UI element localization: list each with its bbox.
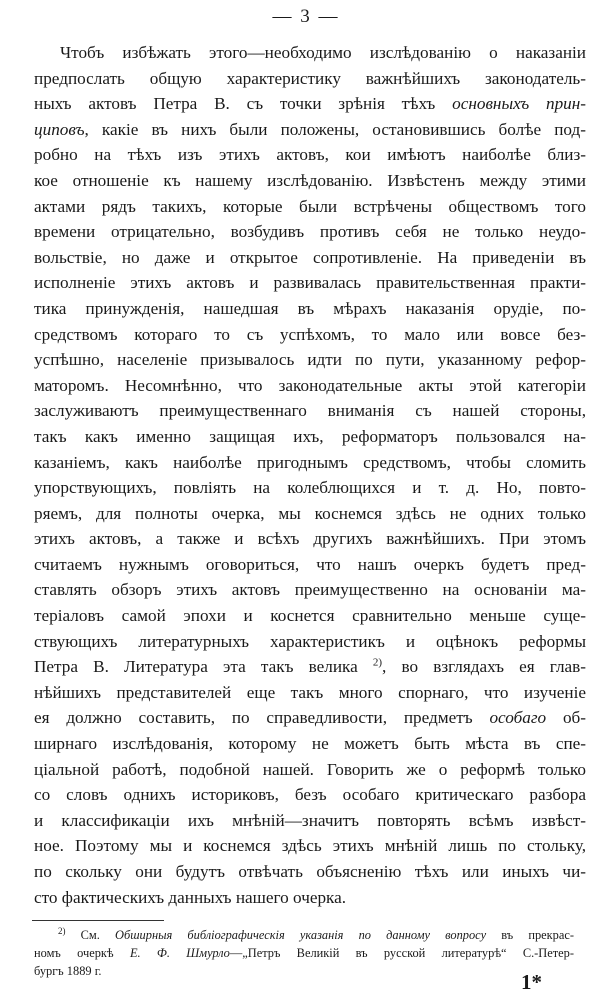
text-run: , во взглядахъ ея глав-	[382, 657, 586, 677]
text-line: Чтобъ избѣжать этого—необходимо изслѣдованію о наказаніи	[60, 43, 586, 62]
text-line: ширнаго изслѣдованія, которому не можетъ быть мѣста въ спе-	[34, 734, 586, 754]
text-line	[34, 654, 586, 680]
italic-emphasis: особаго	[489, 708, 547, 728]
text-line: времени отрицательно, возбудивъ противъ себя не только неудо-	[34, 222, 586, 242]
text-line: маторомъ. Несомнѣнно, что законодательные акты этой категоріи	[34, 375, 586, 395]
text-line: тика принужденія, нашедшая въ мѣрахъ наказанія орудіе, по-	[34, 298, 586, 318]
text-line: исполненіе этихъ актовъ и развивалась правительственная практи-	[34, 273, 586, 293]
text-run: —„Петръ Великій въ русской литературѣ“ С.-Петер-	[229, 946, 574, 960]
italic-emphasis: основныхъ прин-	[452, 94, 587, 114]
text-line: предпослать общую характеристику важнѣйшихъ законодатель-	[34, 68, 586, 88]
text-line: такъ какъ именно защищая ихъ, реформаторъ пользовался на-	[34, 426, 586, 446]
text-line: ствующихъ литературныхъ характеристикъ и оцѣнокъ реформы	[34, 631, 586, 651]
text-run: См.	[80, 928, 116, 942]
text-run: въ прекрас-	[486, 928, 575, 942]
text-line: заслуживаютъ преимущественнаго вниманія съ нашей стороны,	[34, 401, 586, 421]
signature-mark: 1*	[521, 970, 542, 994]
footnote-line	[34, 926, 574, 944]
text-run: Петра В. Литература эта такъ велика	[34, 657, 373, 677]
text-line: этихъ актовъ, а также и всѣхъ другихъ важнѣйшихъ. При этомъ	[34, 529, 586, 549]
text-line: ставлять обзоръ этихъ актовъ преимущественно на основаніи ма-	[34, 580, 586, 600]
text-line	[34, 91, 586, 117]
text-run: ея должно составить, по справедливости, предметъ	[34, 708, 490, 728]
text-line: считаемъ нужнымъ оговориться, что нашъ очеркъ будетъ пред-	[34, 554, 586, 574]
footnote-reference: 2)	[372, 656, 383, 669]
text-line: кое отношеніе къ нашему изслѣдованію. Извѣстенъ между этими	[34, 170, 586, 190]
text-line: по скольку они будутъ отвѣчать объясненію тѣхъ или иныхъ чи-	[34, 862, 586, 881]
text-line: ціальной работѣ, подобной нашей. Говорить же о реформѣ только	[34, 759, 586, 779]
page-number: — 3 —	[272, 6, 340, 27]
italic-emphasis: Е. Ф. Шмурло	[129, 946, 230, 960]
italic-emphasis: Обширныя библіографическія указанія по данному вопросу	[115, 928, 487, 942]
text-line: казаніемъ, какъ наиболѣе пригоднымъ средствомъ, чтобы сломить	[34, 452, 586, 472]
text-line	[34, 705, 586, 731]
text-line: ряемъ, для полноты очерка, мы коснемся здѣсь не одних только	[34, 503, 586, 523]
text-line: вольствіе, но даже и открытое сопротивленіе. На приведеніи въ	[34, 247, 586, 267]
text-run: , какіе въ нихъ были положены, остановившись болѣе под-	[84, 119, 586, 139]
body-text	[34, 40, 586, 910]
footnote-line	[34, 944, 574, 962]
text-line: упорствующихъ, повліять на колеблющихся и т. д. Но, повто-	[34, 478, 586, 498]
text-line: успѣшно, населеніе призывалось идти по пути, указанному рефор-	[34, 350, 586, 370]
text-line: нѣйшихъ представителей еще такъ много спорнаго, что изученіе	[34, 682, 586, 702]
text-line	[34, 117, 586, 143]
text-line: и классификаціи ихъ мнѣній—значитъ повторять всѣмъ извѣст-	[34, 810, 586, 830]
text-run: номъ очеркѣ	[34, 946, 130, 960]
text-line: сто фактическихъ данныхъ нашего очерка.	[34, 887, 347, 907]
text-line: ное. Поэтому мы и коснемся здѣсь этихъ мнѣній лишь по стольку,	[34, 836, 586, 856]
text-run: ныхъ актовъ Петра В. съ точки зрѣнія тѣхъ	[34, 94, 453, 114]
text-line: теріаловъ самой эпохи и коснется сравнительно меньше суще-	[34, 606, 586, 626]
text-line: робно на тѣхъ изъ этихъ актовъ, кои имѣютъ наиболѣе близ-	[34, 145, 586, 165]
footnote-marker: 2)	[58, 925, 66, 936]
text-line: актами рядъ такихъ, которые были встрѣчены обществомъ того	[34, 196, 586, 216]
italic-emphasis: циповъ	[34, 119, 85, 139]
footnote	[34, 926, 574, 980]
text-line: со словъ однихъ историковъ, безъ особаго критическаго разбора	[34, 785, 586, 805]
footnote-line: бургъ 1889 г.	[34, 964, 102, 978]
text-run: об-	[546, 708, 586, 728]
footnote-rule	[32, 920, 164, 921]
text-line: средствомъ котораго то съ успѣхомъ, то мало или вовсе без-	[34, 324, 586, 344]
